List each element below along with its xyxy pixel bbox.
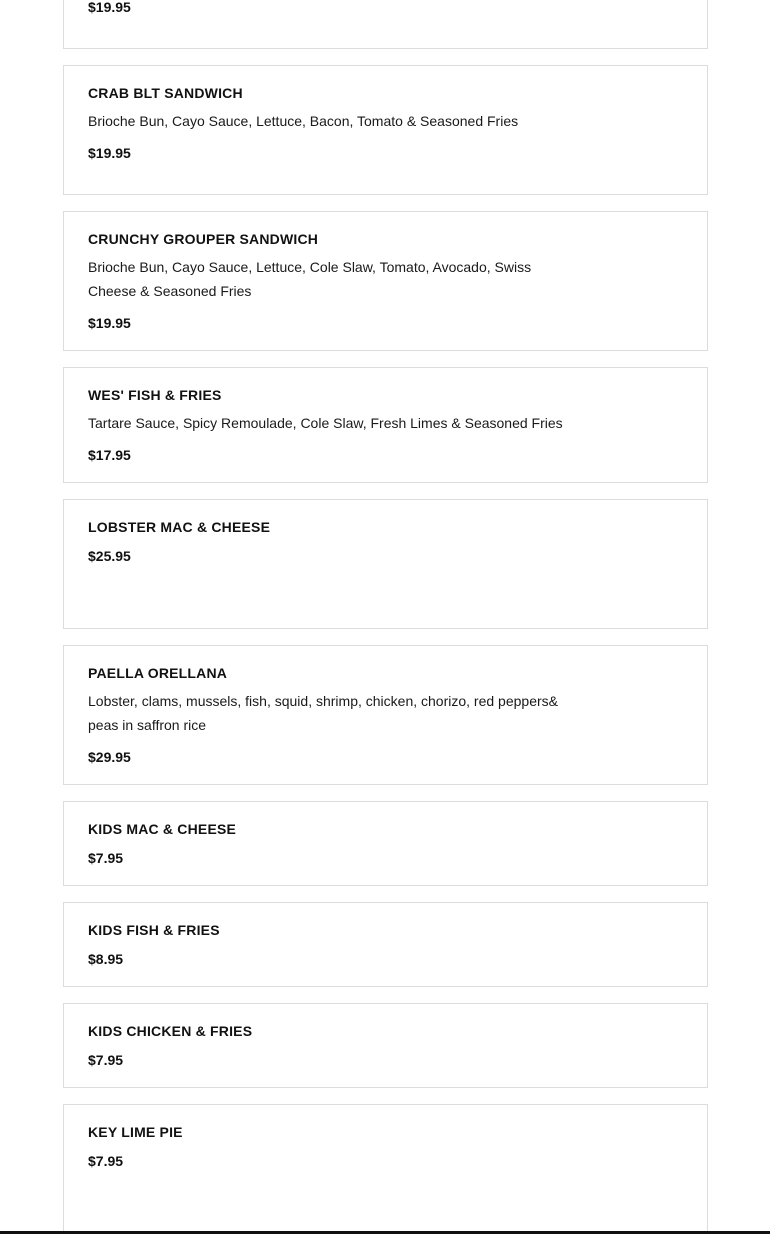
menu-item-price: $7.95: [88, 1052, 124, 1068]
menu-item-name: PAELLA ORELLANA: [88, 665, 228, 681]
menu-item-card: [63, 902, 708, 987]
menu-item-description: Tartare Sauce, Spicy Remoulade, Cole Slaw, Fresh Limes & Seasoned Fries: [88, 415, 563, 431]
menu-item-name: CRUNCHY GROUPER SANDWICH: [88, 231, 319, 247]
menu-item-price: $7.95: [88, 1153, 124, 1169]
menu-item-price: $7.95: [88, 850, 124, 866]
menu-item-card: [63, 211, 708, 351]
menu-item-card: [63, 801, 708, 886]
menu-list: [63, 0, 708, 1234]
menu-item-price: $19.95: [88, 0, 131, 15]
menu-item-price: $17.95: [88, 447, 131, 463]
menu-item-price: $19.95: [88, 145, 131, 161]
menu-item-card: [63, 0, 708, 49]
menu-item-name: LOBSTER MAC & CHEESE: [88, 519, 271, 535]
menu-item-description: Lobster, clams, mussels, fish, squid, shrimp, chicken, chorizo, red peppers& peas in saffron rice: [88, 693, 558, 733]
menu-item-card: [63, 1104, 708, 1234]
menu-item-description: Brioche Bun, Cayo Sauce, Lettuce, Bacon, Tomato & Seasoned Fries: [88, 113, 519, 129]
menu-item-name: KIDS MAC & CHEESE: [88, 821, 237, 837]
menu-item-name: CRAB BLT SANDWICH: [88, 85, 243, 101]
menu-item-price: $19.95: [88, 315, 131, 331]
menu-item-card: [63, 499, 708, 629]
menu-item-card: [63, 65, 708, 195]
menu-item-card: [63, 645, 708, 785]
menu-item-price: $8.95: [88, 951, 124, 967]
menu-item-name: KIDS FISH & FRIES: [88, 922, 220, 938]
menu-item-price: $25.95: [88, 548, 131, 564]
menu-item-description: Brioche Bun, Cayo Sauce, Lettuce, Cole Slaw, Tomato, Avocado, Swiss Cheese & Seasoned Fries: [88, 259, 532, 299]
menu-item-name: KEY LIME PIE: [88, 1124, 183, 1140]
menu-item-name: WES' FISH & FRIES: [88, 387, 222, 403]
menu-item-name: KIDS CHICKEN & FRIES: [88, 1023, 253, 1039]
menu-item-card: [63, 1003, 708, 1088]
menu-item-card: [63, 367, 708, 483]
menu-item-price: $29.95: [88, 749, 131, 765]
